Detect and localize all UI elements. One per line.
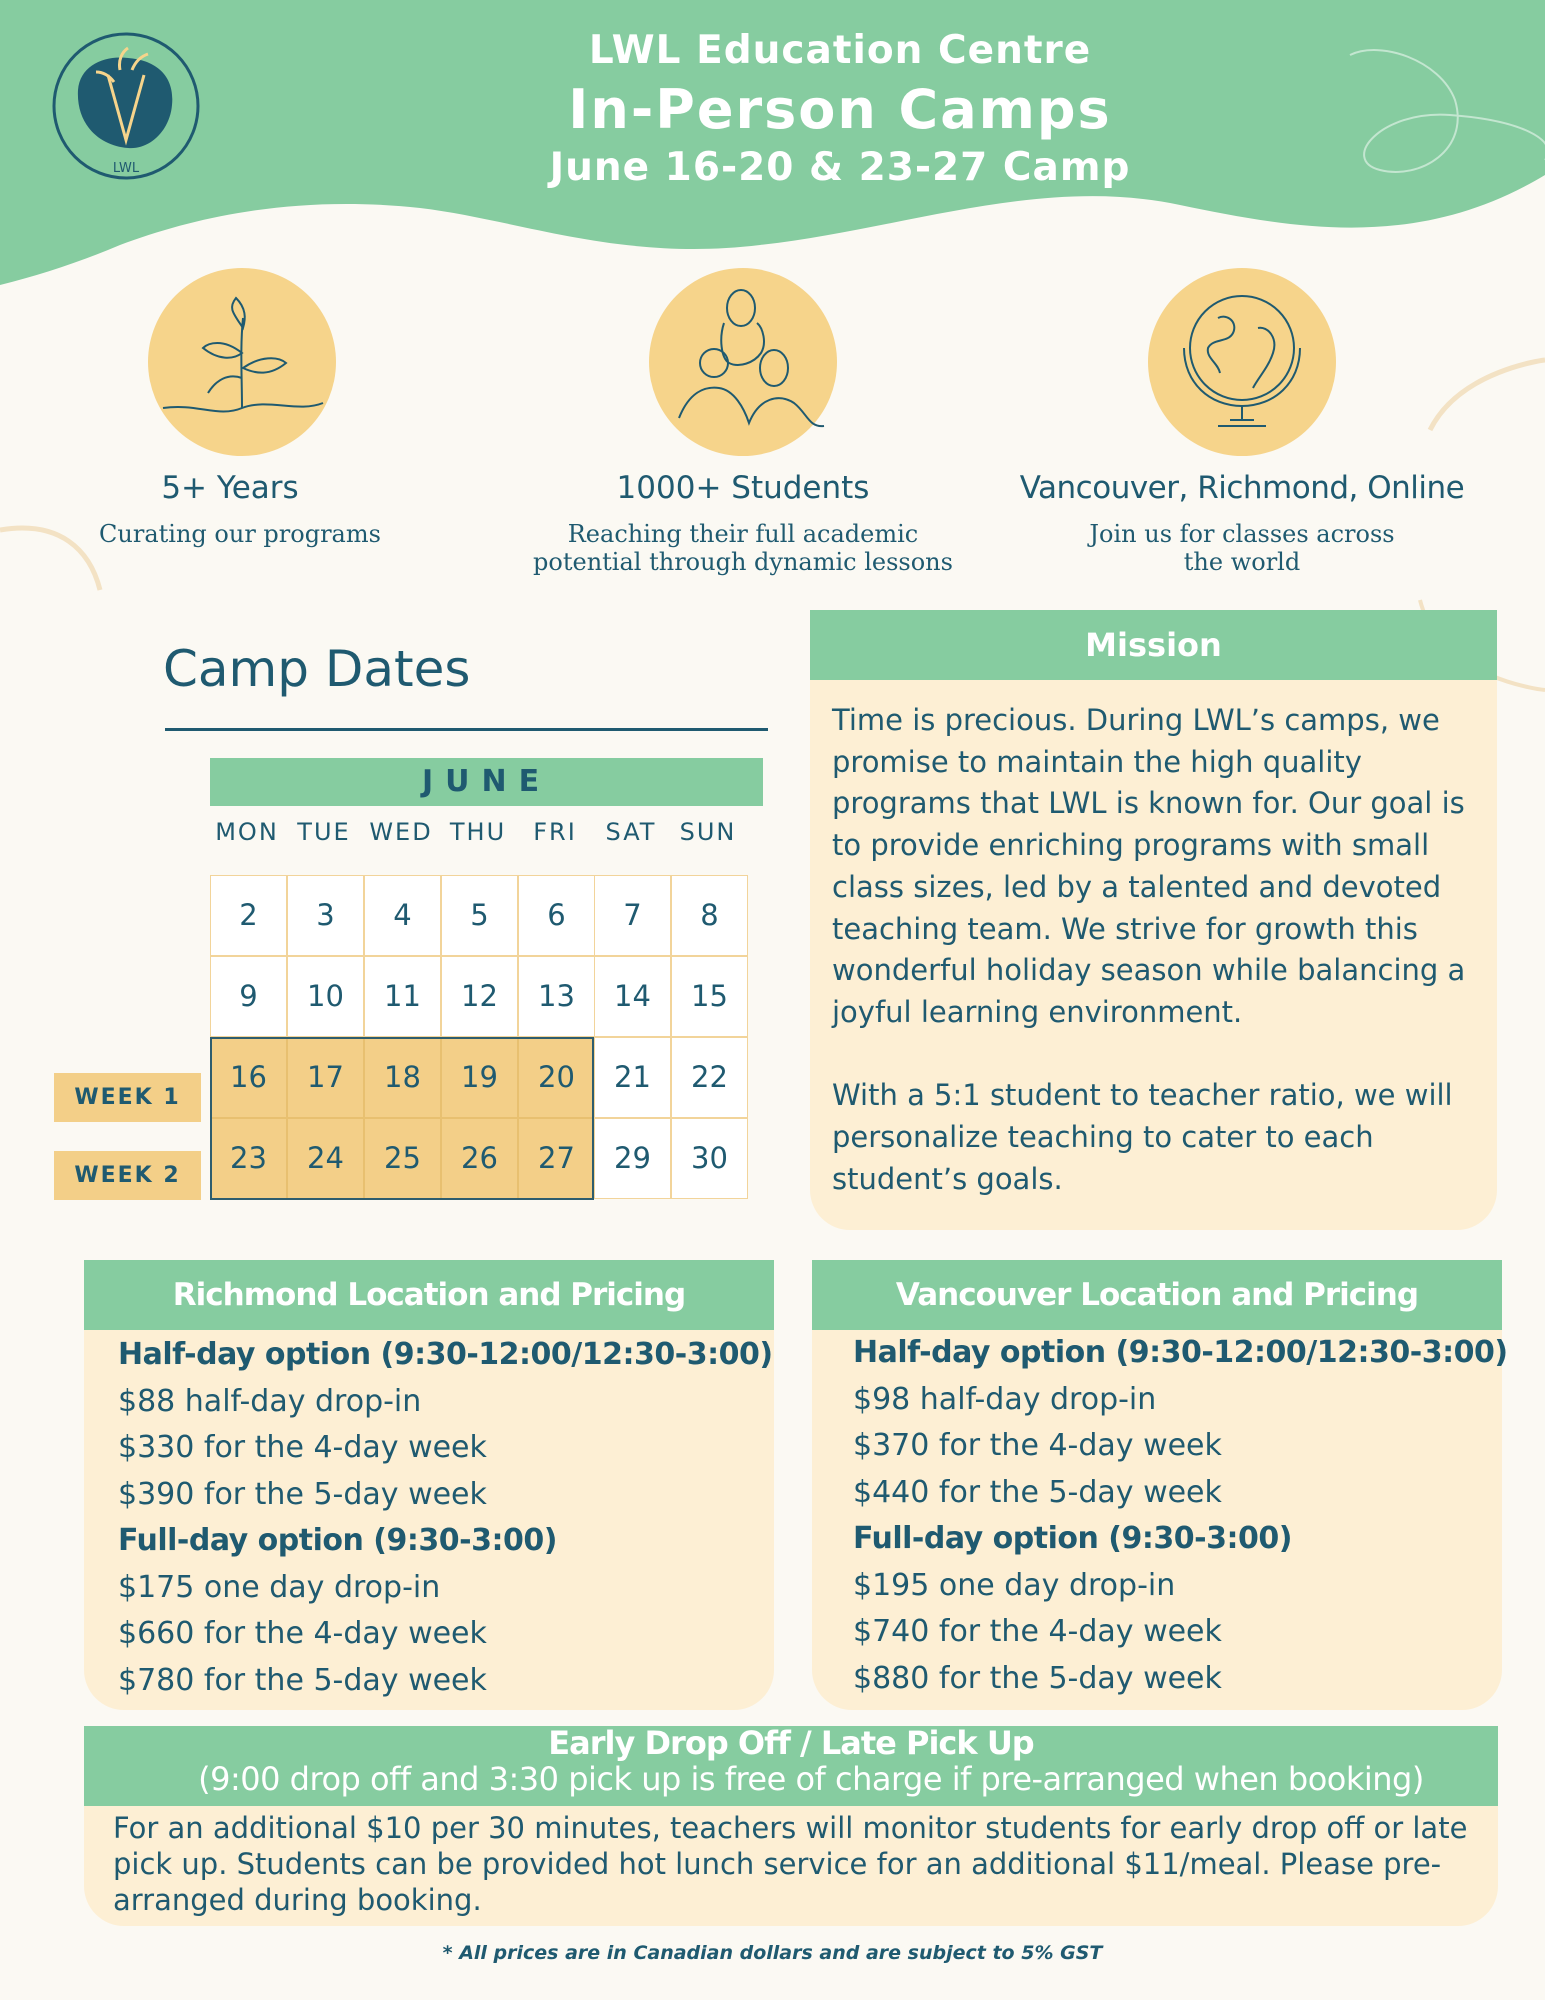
logo-text: LWL: [112, 161, 140, 176]
day-header: SUN: [679, 818, 737, 846]
calendar-day: 24: [287, 1118, 364, 1199]
vancouver-full-price: $740 for the 4-day week: [853, 1614, 1222, 1649]
day-header: MON: [215, 818, 279, 846]
week-2-label: WEEK 2: [54, 1151, 201, 1200]
vancouver-full-day-title: Full-day option (9:30-3:00): [853, 1521, 1292, 1556]
calendar-day: 14: [594, 956, 671, 1037]
calendar-day: 6: [518, 875, 595, 956]
globe-circle: [1148, 268, 1336, 456]
calendar-day: 10: [287, 956, 364, 1037]
day-header: THU: [449, 818, 507, 846]
week-1-label: WEEK 1: [54, 1073, 201, 1122]
calendar-day: 23: [210, 1118, 287, 1199]
vancouver-pricing-title: Vancouver Location and Pricing: [812, 1260, 1502, 1330]
calendar-day: 20: [518, 1037, 595, 1118]
stat-desc-students: Reaching their full academic potential through dynamic lessons: [533, 520, 953, 576]
dropoff-text: For an additional $10 per 30 minutes, teachers will monitor students for early drop off or late pick up. Students can be provided hot lunch service for an additional $11/meal. Please pre-arranged during booking.: [113, 1811, 1468, 1917]
calendar-month: JUNE: [210, 758, 763, 806]
richmond-half-price: $330 for the 4-day week: [118, 1430, 487, 1465]
calendar-day: 13: [518, 956, 595, 1037]
vancouver-full-price: $880 for the 5-day week: [853, 1661, 1222, 1696]
day-header: WED: [369, 818, 433, 846]
camp-dates-title: Camp Dates: [163, 640, 471, 698]
students-icon: [649, 268, 837, 456]
richmond-pricing-title: Richmond Location and Pricing: [84, 1260, 774, 1330]
richmond-full-day-title: Full-day option (9:30-3:00): [118, 1523, 557, 1558]
calendar-day: 27: [518, 1118, 595, 1199]
calendar-day: 16: [210, 1037, 287, 1118]
day-header: SAT: [605, 818, 657, 846]
calendar-day: 7: [594, 875, 671, 956]
stat-desc-years: Curating our programs: [99, 520, 381, 548]
org-name: LWL Education Centre: [588, 28, 1092, 73]
mission-text: [832, 700, 1482, 1200]
calendar-day: 26: [441, 1118, 518, 1199]
stat-desc-locations: Join us for classes across the world: [1089, 520, 1395, 576]
calendar-day: 17: [287, 1037, 364, 1118]
calendar-day: 5: [441, 875, 518, 956]
calendar-day: 21: [594, 1037, 671, 1118]
calendar-day: 2: [210, 875, 287, 956]
calendar-day: 3: [287, 875, 364, 956]
camp-dates-heading: June 16-20 & 23-27 Camp: [549, 145, 1131, 190]
students-circle: [649, 268, 837, 456]
dropoff-subtitle: (9:00 drop off and 3:30 pick up is free of charge if pre-arranged when booking): [198, 1760, 1424, 1798]
vancouver-half-price: $440 for the 5-day week: [853, 1475, 1222, 1510]
mission-paragraph-2: With a 5:1 student to teacher ratio, we will personalize teaching to cater to each student’s goals.: [832, 1078, 1453, 1196]
vancouver-full-price: $195 one day drop-in: [853, 1568, 1176, 1603]
stat-title-locations: Vancouver, Richmond, Online: [1019, 470, 1465, 506]
calendar-day: 22: [671, 1037, 748, 1118]
calendar-day: 8: [671, 875, 748, 956]
mission-title: Mission: [810, 610, 1497, 680]
richmond-half-price: $88 half-day drop-in: [118, 1384, 422, 1419]
calendar-day: 19: [441, 1037, 518, 1118]
vancouver-half-price: $370 for the 4-day week: [853, 1428, 1222, 1463]
vancouver-half-price: $98 half-day drop-in: [853, 1382, 1157, 1417]
sprout-icon: [148, 268, 336, 456]
richmond-half-day-title: Half-day option (9:30-12:00/12:30-3:00): [118, 1337, 773, 1372]
footnote: * All prices are in Canadian dollars and are subject to 5% GST: [442, 1942, 1103, 1964]
calendar-day: 12: [441, 956, 518, 1037]
calendar-day: 11: [364, 956, 441, 1037]
stat-title-students: 1000+ Students: [616, 470, 870, 506]
day-header: TUE: [297, 818, 351, 846]
calendar-day: 9: [210, 956, 287, 1037]
richmond-half-price: $390 for the 5-day week: [118, 1477, 487, 1512]
globe-icon: [1148, 268, 1336, 456]
lwl-logo: [50, 30, 202, 182]
calendar-day: 29: [594, 1118, 671, 1199]
page-title: In-Person Camps: [568, 78, 1112, 141]
calendar-day: 4: [364, 875, 441, 956]
mission-paragraph-1: Time is precious. During LWL’s camps, we promise to maintain the high quality programs that LWL is known for. Our goal is to provide enriching programs with small class sizes, led by a talented and devoted teaching team. We strive for growth this wonderful holiday season while balancing a joyful learning environment.: [832, 703, 1466, 1029]
calendar-day: 15: [671, 956, 748, 1037]
dropoff-title: Early Drop Off / Late Pick Up: [548, 1724, 1034, 1762]
sprout-circle: [148, 268, 336, 456]
calendar-day: 18: [364, 1037, 441, 1118]
richmond-full-price: $175 one day drop-in: [118, 1570, 441, 1605]
calendar-day: 30: [671, 1118, 748, 1199]
calendar-day: 25: [364, 1118, 441, 1199]
vancouver-half-day-title: Half-day option (9:30-12:00/12:30-3:00): [853, 1335, 1508, 1370]
richmond-full-price: $780 for the 5-day week: [118, 1663, 487, 1698]
divider: [165, 728, 768, 731]
stat-title-years: 5+ Years: [161, 470, 299, 506]
richmond-full-price: $660 for the 4-day week: [118, 1616, 487, 1651]
day-header: FRI: [533, 818, 577, 846]
